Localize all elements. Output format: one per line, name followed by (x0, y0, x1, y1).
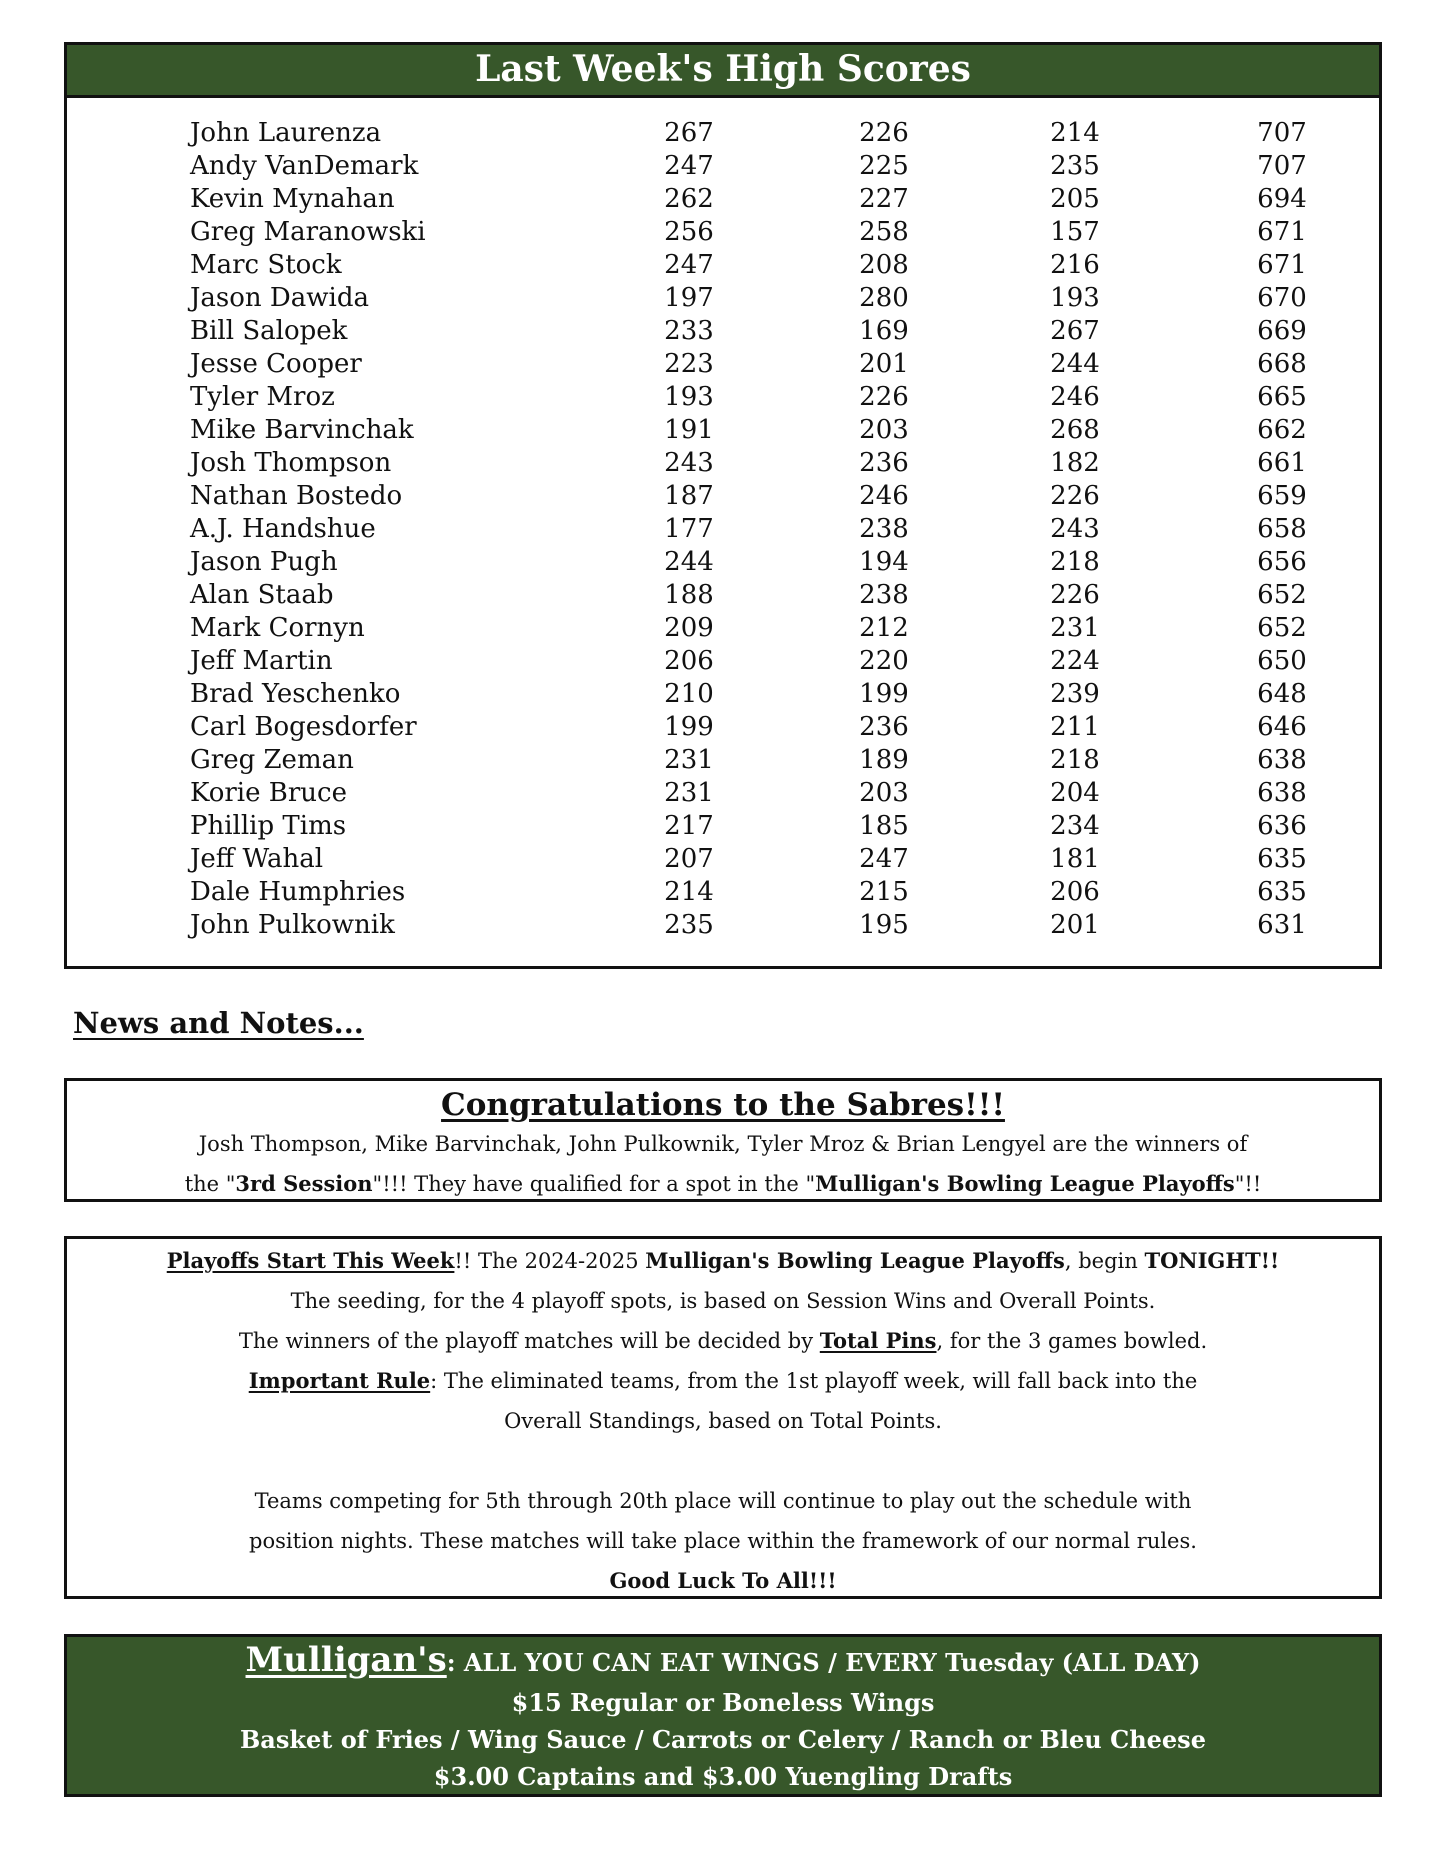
score-row (67, 810, 1379, 843)
game-3-score: 205 (1050, 184, 1100, 214)
score-row (67, 645, 1379, 678)
game-2-score: 246 (859, 481, 909, 511)
bowler-name: Dale Humphries (190, 877, 406, 907)
game-1-score: 262 (664, 184, 714, 214)
game-3-score: 216 (1050, 250, 1100, 280)
game-3-score: 244 (1050, 349, 1100, 379)
series-total: 656 (1257, 547, 1307, 577)
game-1-score: 197 (664, 283, 714, 313)
game-1-score: 256 (664, 217, 714, 247)
bowler-name: Korie Bruce (190, 778, 348, 808)
game-2-score: 258 (859, 217, 909, 247)
game-2-score: 215 (859, 877, 909, 907)
game-3-score: 214 (1050, 118, 1100, 148)
bowler-name: Jesse Cooper (190, 349, 362, 379)
playoffs-line-2: The seeding, for the 4 playoff spots, is based on Session Wins and Overall Points. (290, 1289, 1156, 1313)
series-total: 707 (1257, 151, 1307, 181)
bowler-name: Bill Salopek (190, 316, 348, 346)
series-total: 635 (1257, 844, 1307, 874)
game-3-score: 235 (1050, 151, 1100, 181)
series-total: 652 (1257, 613, 1307, 643)
game-3-score: 193 (1050, 283, 1100, 313)
game-2-score: 227 (859, 184, 909, 214)
game-3-score: 206 (1050, 877, 1100, 907)
bowler-name: Nathan Bostedo (190, 481, 403, 511)
game-2-score: 220 (859, 646, 909, 676)
playoffs-line-1: Playoffs Start This Week!! The 2024-2025 Mulligan's Bowling League Playoffs, begin TONIGHT!! (166, 1248, 1280, 1273)
playoffs-line-4: Important Rule: The eliminated teams, from the 1st playoff week, will fall back into the (248, 1368, 1198, 1393)
series-total: 668 (1257, 349, 1307, 379)
game-2-score: 247 (859, 844, 909, 874)
playoffs-line-3: The winners of the playoff matches will be decided by Total Pins, for the 3 games bowled. (238, 1328, 1208, 1353)
playoffs-box (64, 1236, 1382, 1599)
series-total: 635 (1257, 877, 1307, 907)
game-1-score: 267 (664, 118, 714, 148)
game-3-score: 234 (1050, 811, 1100, 841)
series-total: 638 (1257, 745, 1307, 775)
game-2-score: 169 (859, 316, 909, 346)
bowler-name: John Pulkownik (190, 910, 395, 940)
congrats-title: Congratulations to the Sabres!!! (441, 1087, 1005, 1123)
bowler-name: Jason Dawida (190, 283, 369, 313)
game-2-score: 199 (859, 679, 909, 709)
game-2-score: 195 (859, 910, 909, 940)
series-total: 669 (1257, 316, 1307, 346)
series-total: 636 (1257, 811, 1307, 841)
bowler-name: Mike Barvinchak (190, 415, 414, 445)
game-1-score: 231 (664, 778, 714, 808)
congrats-line-2: the "3rd Session"!!! They have qualified for a spot in the "Mulligan's Bowling League Playoffs"!! (184, 1171, 1262, 1196)
score-row (67, 480, 1379, 513)
game-1-score: 177 (664, 514, 714, 544)
bowler-name: Carl Bogesdorfer (190, 712, 417, 742)
game-1-score: 247 (664, 250, 714, 280)
playoffs-line-6: Teams competing for 5th through 20th place will continue to play out the schedule with (254, 1489, 1192, 1513)
series-total: 659 (1257, 481, 1307, 511)
bowler-name: Greg Zeman (190, 745, 354, 775)
game-2-score: 203 (859, 415, 909, 445)
congrats-line-1: Josh Thompson, Mike Barvinchak, John Pulkownik, Tyler Mroz & Brian Lengyel are the winners of (198, 1132, 1248, 1156)
bowler-name: Brad Yeschenko (190, 679, 401, 709)
game-3-score: 201 (1050, 910, 1100, 940)
game-2-score: 203 (859, 778, 909, 808)
series-total: 646 (1257, 712, 1307, 742)
game-1-score: 217 (664, 811, 714, 841)
high-scores-title: Last Week's High Scores (67, 45, 1379, 98)
game-2-score: 226 (859, 382, 909, 412)
promo-line-3: Basket of Fries / Wing Sauce / Carrots or Celery / Ranch or Bleu Cheese (240, 1725, 1206, 1754)
game-3-score: 226 (1050, 580, 1100, 610)
bowler-name: Jeff Martin (190, 646, 333, 676)
score-row (67, 249, 1379, 282)
bowler-name: Phillip Tims (190, 811, 347, 841)
game-3-score: 181 (1050, 844, 1100, 874)
score-row (67, 282, 1379, 315)
score-row (67, 909, 1379, 942)
game-1-score: 206 (664, 646, 714, 676)
game-3-score: 211 (1050, 712, 1100, 742)
game-1-score: 244 (664, 547, 714, 577)
game-3-score: 218 (1050, 745, 1100, 775)
series-total: 662 (1257, 415, 1307, 445)
score-row (67, 216, 1379, 249)
game-1-score: 187 (664, 481, 714, 511)
game-2-score: 280 (859, 283, 909, 313)
series-total: 665 (1257, 382, 1307, 412)
game-1-score: 235 (664, 910, 714, 940)
bowler-name: Alan Staab (190, 580, 334, 610)
score-row (67, 777, 1379, 810)
score-row (67, 447, 1379, 480)
series-total: 631 (1257, 910, 1307, 940)
game-1-score: 199 (664, 712, 714, 742)
game-1-score: 191 (664, 415, 714, 445)
promo-line-1: Mulligan's: ALL YOU CAN EAT WINGS / EVERY Tuesday (ALL DAY) (245, 1640, 1201, 1680)
bowler-name: Jeff Wahal (190, 844, 324, 874)
score-row (67, 612, 1379, 645)
score-row (67, 150, 1379, 183)
game-2-score: 236 (859, 712, 909, 742)
game-3-score: 268 (1050, 415, 1100, 445)
playoffs-line-7: position nights. These matches will take place within the framework of our normal rules. (249, 1529, 1197, 1553)
playoffs-line-5: Overall Standings, based on Total Points. (504, 1409, 942, 1433)
bowler-name: Kevin Mynahan (190, 184, 395, 214)
series-total: 648 (1257, 679, 1307, 709)
high-scores-panel (64, 42, 1382, 969)
game-3-score: 226 (1050, 481, 1100, 511)
score-row (67, 678, 1379, 711)
score-row (67, 744, 1379, 777)
score-row (67, 315, 1379, 348)
game-3-score: 157 (1050, 217, 1100, 247)
game-1-score: 223 (664, 349, 714, 379)
game-2-score: 201 (859, 349, 909, 379)
game-1-score: 207 (664, 844, 714, 874)
game-1-score: 247 (664, 151, 714, 181)
game-1-score: 209 (664, 613, 714, 643)
score-row (67, 579, 1379, 612)
game-1-score: 193 (664, 382, 714, 412)
score-row (67, 513, 1379, 546)
game-3-score: 224 (1050, 646, 1100, 676)
bowler-name: Greg Maranowski (190, 217, 426, 247)
bowler-name: Josh Thompson (190, 448, 392, 478)
game-3-score: 267 (1050, 316, 1100, 346)
bowler-name: A.J. Handshue (190, 514, 376, 544)
playoffs-line-8: Good Luck To All!!! (609, 1568, 837, 1593)
spacer (67, 1441, 1379, 1481)
game-3-score: 231 (1050, 613, 1100, 643)
bowler-name: Tyler Mroz (190, 382, 335, 412)
score-row (67, 876, 1379, 909)
game-2-score: 194 (859, 547, 909, 577)
news-heading: News and Notes... (73, 1006, 364, 1040)
game-2-score: 208 (859, 250, 909, 280)
series-total: 652 (1257, 580, 1307, 610)
game-1-score: 214 (664, 877, 714, 907)
score-row (67, 183, 1379, 216)
bowler-name: Andy VanDemark (190, 151, 419, 181)
series-total: 671 (1257, 217, 1307, 247)
game-2-score: 238 (859, 514, 909, 544)
promo-line-4: $3.00 Captains and $3.00 Yuengling Drafts (433, 1762, 1013, 1791)
game-1-score: 188 (664, 580, 714, 610)
bowler-name: Jason Pugh (190, 547, 338, 577)
bowler-name: John Laurenza (190, 118, 382, 148)
bowler-name: Mark Cornyn (190, 613, 365, 643)
game-2-score: 185 (859, 811, 909, 841)
series-total: 671 (1257, 250, 1307, 280)
game-1-score: 233 (664, 316, 714, 346)
score-row (67, 414, 1379, 447)
game-2-score: 225 (859, 151, 909, 181)
game-3-score: 239 (1050, 679, 1100, 709)
congrats-box (64, 1078, 1382, 1202)
score-row (67, 348, 1379, 381)
score-row (67, 117, 1379, 150)
game-3-score: 204 (1050, 778, 1100, 808)
score-row (67, 381, 1379, 414)
game-1-score: 210 (664, 679, 714, 709)
game-3-score: 182 (1050, 448, 1100, 478)
series-total: 694 (1257, 184, 1307, 214)
series-total: 650 (1257, 646, 1307, 676)
game-2-score: 189 (859, 745, 909, 775)
game-3-score: 246 (1050, 382, 1100, 412)
series-total: 707 (1257, 118, 1307, 148)
score-row (67, 711, 1379, 744)
game-2-score: 236 (859, 448, 909, 478)
high-scores-table (67, 117, 1379, 942)
game-2-score: 212 (859, 613, 909, 643)
game-3-score: 243 (1050, 514, 1100, 544)
bowler-name: Marc Stock (190, 250, 342, 280)
series-total: 658 (1257, 514, 1307, 544)
game-3-score: 218 (1050, 547, 1100, 577)
game-2-score: 226 (859, 118, 909, 148)
series-total: 638 (1257, 778, 1307, 808)
promo-line-2: $15 Regular or Boneless Wings (511, 1688, 935, 1717)
series-total: 670 (1257, 283, 1307, 313)
promo-banner (64, 1634, 1382, 1797)
series-total: 661 (1257, 448, 1307, 478)
score-row (67, 546, 1379, 579)
promo-brand: Mulligan's (245, 1640, 447, 1680)
game-2-score: 238 (859, 580, 909, 610)
score-row (67, 843, 1379, 876)
game-1-score: 231 (664, 745, 714, 775)
game-1-score: 243 (664, 448, 714, 478)
